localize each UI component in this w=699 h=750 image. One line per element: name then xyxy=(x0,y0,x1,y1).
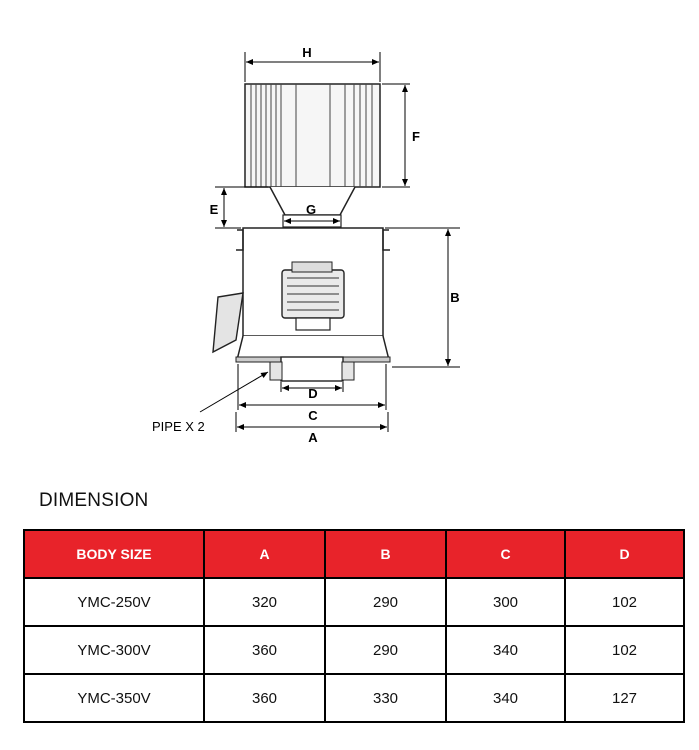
header-body-size: BODY SIZE xyxy=(24,530,204,578)
dimension-table xyxy=(23,529,685,723)
cell-c: 340 xyxy=(446,626,565,674)
header-a: A xyxy=(204,530,325,578)
cell-body-size: YMC-300V xyxy=(24,626,204,674)
cell-a: 360 xyxy=(204,674,325,722)
cell-c: 340 xyxy=(446,674,565,722)
dim-label-c: C xyxy=(308,408,318,423)
cell-d: 102 xyxy=(565,578,684,626)
dim-label-g: G xyxy=(305,202,317,217)
section-title: DIMENSION xyxy=(39,490,149,511)
table-row xyxy=(24,626,684,674)
header-d: D xyxy=(565,530,684,578)
dim-label-f: F xyxy=(412,129,420,144)
dim-label-b: B xyxy=(450,290,460,305)
cell-body-size: YMC-350V xyxy=(24,674,204,722)
table-row xyxy=(24,578,684,626)
table-header-row xyxy=(24,530,684,578)
dim-label-a: A xyxy=(308,430,318,445)
cell-c: 300 xyxy=(446,578,565,626)
dim-label-h: H xyxy=(302,45,312,60)
cell-a: 320 xyxy=(204,578,325,626)
dim-label-e: E xyxy=(209,202,219,217)
pipe-label: PIPE X 2 xyxy=(152,419,205,434)
table-row xyxy=(24,674,684,722)
cell-a: 360 xyxy=(204,626,325,674)
cell-d: 102 xyxy=(565,626,684,674)
cell-b: 290 xyxy=(325,626,446,674)
cell-b: 330 xyxy=(325,674,446,722)
dim-label-d: D xyxy=(308,386,318,401)
header-c: C xyxy=(446,530,565,578)
header-b: B xyxy=(325,530,446,578)
cell-body-size: YMC-250V xyxy=(24,578,204,626)
cell-d: 127 xyxy=(565,674,684,722)
cell-b: 290 xyxy=(325,578,446,626)
